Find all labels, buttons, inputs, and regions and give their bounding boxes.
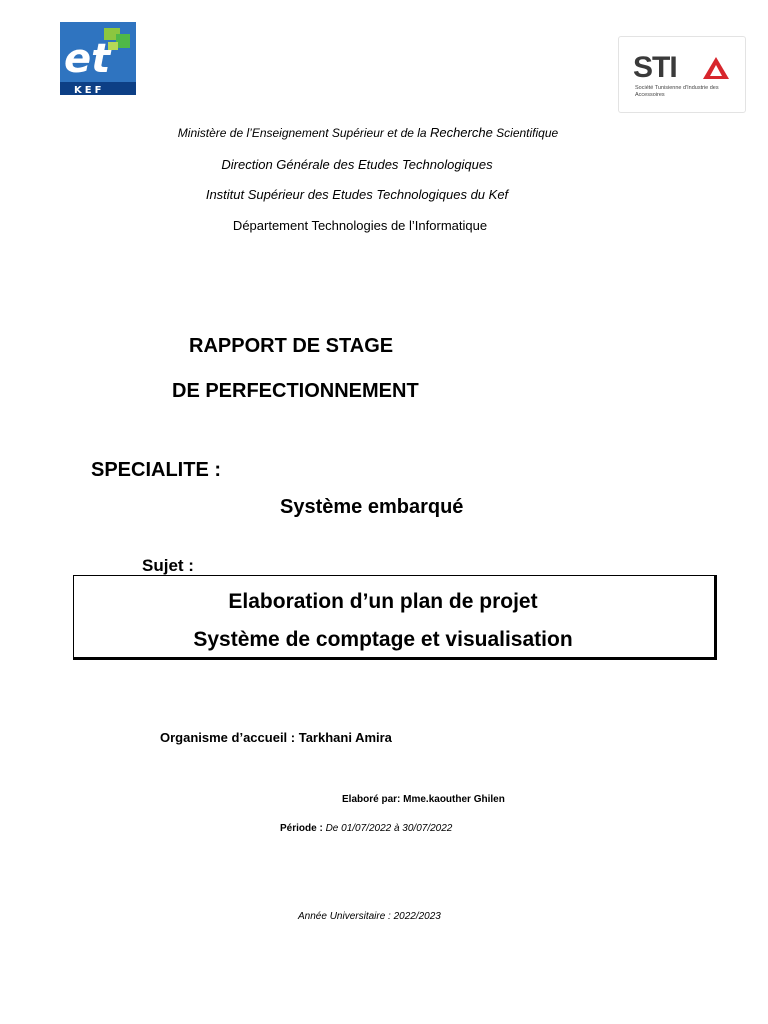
institute-line: Institut Supérieur des Etudes Technologiques du Kef — [205, 187, 509, 202]
subject-line-1: Elaboration d’un plan de projet — [228, 590, 538, 613]
iset-logo-city: KEF — [74, 85, 105, 95]
ministry-text-2: Recherche — [429, 125, 493, 140]
report-title-line-2: DE PERFECTIONNEMENT — [172, 380, 419, 402]
stia-logo-subtitle: Société Tunisienne d'Industrie des Accessoires — [635, 85, 719, 98]
subject-label: Sujet : — [142, 556, 194, 575]
report-title-line-1: RAPPORT DE STAGE — [189, 335, 394, 357]
ministry-text-3: Scientifique — [496, 126, 559, 140]
subject-line-2: Système de comptage et visualisation — [193, 628, 573, 651]
speciality-label: SPECIALITE : — [91, 459, 222, 481]
academic-year: Année Universitaire : 2022/2023 — [298, 911, 441, 922]
direction-line: Direction Générale des Etudes Technologiques — [221, 157, 493, 172]
iset-logo-letters: et — [64, 36, 111, 82]
host-organisation: Organisme d’accueil : Tarkhani Amira — [160, 730, 392, 745]
ministry-text-1: Ministère de l’Enseignement Supérieur et de la — [177, 126, 427, 140]
period-value: De 01/07/2022 à 30/07/2022 — [325, 823, 453, 834]
ministry-line — [178, 125, 558, 140]
speciality-value: Système embarqué — [280, 496, 464, 518]
period-line — [280, 823, 452, 834]
period-label: Période : — [280, 823, 323, 834]
stia-logo — [618, 36, 746, 113]
author-line: Elaboré par: Mme.kaouther Ghilen — [342, 794, 505, 805]
department-line: Département Technologies de l’Informatique — [232, 218, 488, 233]
iset-kef-logo — [60, 22, 136, 95]
stia-logo-name: STI — [633, 51, 677, 84]
stia-triangle-icon — [702, 56, 730, 80]
